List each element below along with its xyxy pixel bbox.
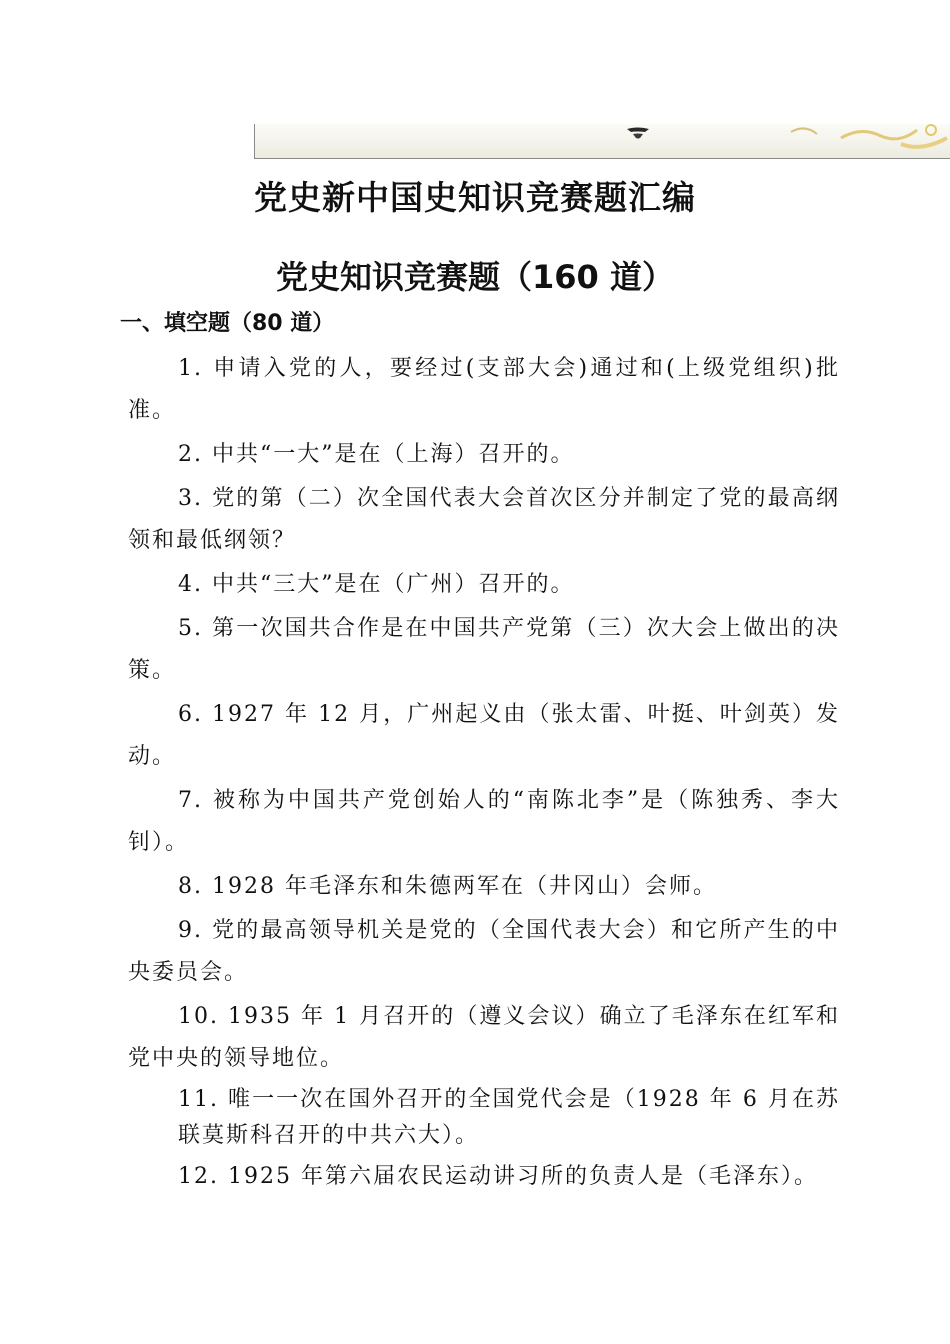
question-item: 12. 1925 年第六届农民运动讲习所的负责人是（毛泽东）。 — [178, 1164, 818, 1189]
header-banner-image — [254, 124, 950, 159]
document-sub-title: 党史知识竞赛题（160 道） — [276, 258, 674, 296]
question-item: 7. 被称为中国共产党创始人的“南陈北李”是（陈独秀、李大钊）。 — [128, 788, 840, 855]
question-item: 6. 1927 年 12 月，广州起义由（张太雷、叶挺、叶剑英）发 动。 — [128, 702, 840, 769]
question-item: 11. 唯一一次在国外召开的全国党代会是（1928 年 6 月在苏联莫斯科召开的中共六大）。 — [178, 1087, 840, 1148]
question-item: 2. 中共“一大”是在（上海）召开的。 — [178, 442, 575, 467]
question-item: 10. 1935 年 1 月召开的（遵义会议）确立了毛泽东在红军和 党中央的领导地位。 — [128, 1004, 840, 1071]
question-item: 5. 第一次国共合作是在中国共产党第（三）次大会上做出的决策。 — [128, 616, 840, 683]
section-heading-fill-in-blank: 一、填空题（80 道） — [120, 311, 335, 336]
question-item: 8. 1928 年毛泽东和朱德两军在（井冈山）会师。 — [178, 874, 717, 899]
question-item: 4. 中共“三大”是在（广州）召开的。 — [178, 572, 575, 597]
question-item: 3. 党的第（二）次全国代表大会首次区分并制定了党的最高纲领和最低纲领？ — [128, 486, 840, 553]
question-item: 9. 党的最高领导机关是党的（全国代表大会）和它所产生的中央委员会。 — [128, 918, 840, 985]
question-list — [128, 348, 840, 1200]
document-main-title: 党史新中国史知识竞赛题汇编 — [254, 178, 696, 217]
banner-gold-ornament — [781, 124, 950, 158]
question-item: 1. 申请入党的人，要经过(支部大会)通过和(上级党组织)批准。 — [128, 356, 840, 423]
banner-ink-mark — [625, 126, 651, 140]
